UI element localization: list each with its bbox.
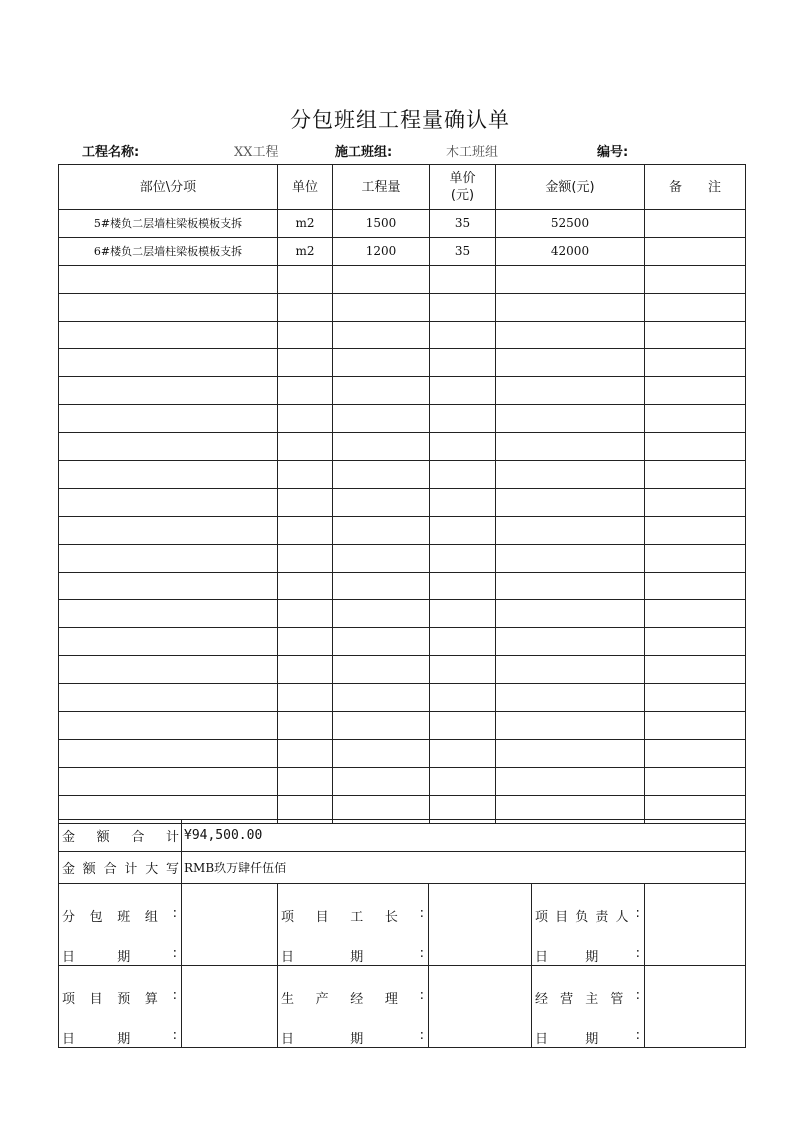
cell-item <box>59 600 278 628</box>
cell-amount <box>496 265 645 293</box>
cell-unit <box>278 544 333 572</box>
cell-item <box>59 656 278 684</box>
label-char: 写 <box>165 862 179 877</box>
cell-amount <box>496 349 645 377</box>
cell-unit <box>278 433 333 461</box>
label-char: 算 <box>144 992 158 1007</box>
cell-price <box>430 488 496 516</box>
cell-amount: 42000 <box>496 237 645 265</box>
cell-amount <box>496 656 645 684</box>
sign-business-supervisor-blank <box>645 966 746 1048</box>
cell-item <box>59 684 278 712</box>
header-unit: 单位 <box>278 165 333 210</box>
label-char: 期 <box>350 1032 364 1047</box>
label-char: 日 <box>62 1032 76 1047</box>
cell-qty <box>333 265 430 293</box>
header-unit-price-line2: (元) <box>450 188 475 203</box>
cell-price <box>430 712 496 740</box>
cell-unit <box>278 516 333 544</box>
label-char: 组 <box>144 910 158 925</box>
cell-unit <box>278 377 333 405</box>
header-item: 部位\分项 <box>59 165 278 210</box>
cell-price <box>430 321 496 349</box>
total-label <box>59 820 182 852</box>
cell-amount <box>496 488 645 516</box>
cell-unit <box>278 739 333 767</box>
label-char: 生 <box>281 992 295 1007</box>
table-row <box>59 377 746 405</box>
total-words-row <box>59 852 746 884</box>
cell-amount <box>496 767 645 795</box>
sign-project-foreman-blank <box>429 884 532 966</box>
label-char: 预 <box>117 992 131 1007</box>
table-row <box>59 600 746 628</box>
cell-remark <box>645 628 746 656</box>
cell-qty <box>333 349 430 377</box>
cell-qty <box>333 628 430 656</box>
cell-qty <box>333 321 430 349</box>
sign-project-foreman <box>278 884 429 966</box>
team-value: 木工班组 <box>446 145 499 160</box>
cell-unit <box>278 684 333 712</box>
cell-amount <box>496 544 645 572</box>
table-row <box>59 265 746 293</box>
sign-project-budget-date <box>62 1028 177 1047</box>
label-char: 班 <box>117 910 131 925</box>
cell-unit <box>278 488 333 516</box>
number-label: 编号: <box>597 145 629 160</box>
sign-project-leader-label <box>535 906 640 925</box>
quantity-table <box>58 164 746 824</box>
sign-project-foreman-date <box>281 946 424 965</box>
cell-item <box>59 739 278 767</box>
label-char: 责 <box>595 910 609 925</box>
sign-project-leader-blank <box>645 884 746 966</box>
cell-amount <box>496 433 645 461</box>
cell-item <box>59 321 278 349</box>
table-row <box>59 433 746 461</box>
cell-qty <box>333 433 430 461</box>
cell-item <box>59 293 278 321</box>
total-value: ¥94,500.00 <box>182 820 746 852</box>
project-name-value: XX工程 <box>234 145 279 160</box>
table-row <box>59 488 746 516</box>
cell-unit <box>278 712 333 740</box>
label-char: 长 <box>384 910 398 925</box>
cell-qty <box>333 712 430 740</box>
cell-amount <box>496 684 645 712</box>
table-row <box>59 767 746 795</box>
label-char: : <box>635 946 640 961</box>
cell-item <box>59 712 278 740</box>
cell-qty <box>333 739 430 767</box>
cell-qty <box>333 516 430 544</box>
table-row <box>59 684 746 712</box>
cell-price <box>430 293 496 321</box>
label-char: : <box>172 1028 177 1043</box>
label-char: 项 <box>535 910 549 925</box>
cell-unit <box>278 321 333 349</box>
sign-production-manager <box>278 966 429 1048</box>
cell-remark <box>645 349 746 377</box>
cell-price <box>430 684 496 712</box>
total-row <box>59 820 746 852</box>
label-char: 日 <box>535 950 549 965</box>
label-char: 合 <box>131 830 145 845</box>
team-label: 施工班组: <box>335 145 393 160</box>
label-char: 目 <box>89 992 103 1007</box>
sign-project-budget-blank <box>182 966 278 1048</box>
label-char: 日 <box>281 1032 295 1047</box>
cell-price <box>430 433 496 461</box>
table-row <box>59 572 746 600</box>
label-char: 计 <box>124 862 138 877</box>
total-words-label-chars <box>62 858 181 877</box>
cell-amount <box>496 572 645 600</box>
table-row <box>59 321 746 349</box>
cell-amount <box>496 461 645 489</box>
cell-remark <box>645 321 746 349</box>
cell-price <box>430 628 496 656</box>
header-unit-price-line1: 单价 <box>449 171 476 186</box>
label-char: 合 <box>103 862 117 877</box>
cell-qty <box>333 684 430 712</box>
label-char: 项 <box>281 910 295 925</box>
table-header-row <box>59 165 746 210</box>
label-char: 期 <box>585 950 599 965</box>
sign-subcontract-team <box>59 884 182 966</box>
cell-qty <box>333 293 430 321</box>
cell-unit: m2 <box>278 237 333 265</box>
label-char: 期 <box>585 1032 599 1047</box>
cell-qty <box>333 461 430 489</box>
table-body <box>59 210 746 824</box>
cell-item <box>59 433 278 461</box>
cell-qty <box>333 405 430 433</box>
cell-unit <box>278 572 333 600</box>
sign-project-budget-label <box>62 988 177 1007</box>
label-char: 期 <box>350 950 364 965</box>
cell-remark <box>645 293 746 321</box>
cell-qty: 1200 <box>333 237 430 265</box>
cell-amount <box>496 628 645 656</box>
cell-remark <box>645 237 746 265</box>
signature-row-1 <box>59 884 746 966</box>
cell-item <box>59 572 278 600</box>
label-char: 日 <box>535 1032 549 1047</box>
cell-unit <box>278 461 333 489</box>
cell-remark <box>645 572 746 600</box>
cell-item <box>59 461 278 489</box>
header-remark: 备 注 <box>645 165 746 210</box>
sign-business-supervisor-date <box>535 1028 640 1047</box>
signature-row-2 <box>59 966 746 1048</box>
cell-amount <box>496 739 645 767</box>
cell-item <box>59 349 278 377</box>
label-char: 经 <box>350 992 364 1007</box>
cell-item <box>59 405 278 433</box>
label-char: 负 <box>575 910 589 925</box>
sign-subcontract-team-label <box>62 906 177 925</box>
cell-price <box>430 377 496 405</box>
label-char: 日 <box>62 950 76 965</box>
cell-item <box>59 265 278 293</box>
label-char: 经 <box>535 992 549 1007</box>
cell-qty: 1500 <box>333 210 430 238</box>
cell-item <box>59 544 278 572</box>
cell-remark <box>645 712 746 740</box>
table-row <box>59 712 746 740</box>
sign-subcontract-team-date <box>62 946 177 965</box>
cell-price <box>430 739 496 767</box>
table-row <box>59 237 746 265</box>
table-row <box>59 461 746 489</box>
label-char: 工 <box>350 910 364 925</box>
cell-amount <box>496 377 645 405</box>
label-char: 金 <box>62 862 76 877</box>
header-unit-price <box>430 165 496 210</box>
sign-subcontract-team-blank <box>182 884 278 966</box>
total-words-value: RMB玖万肆仟伍佰 <box>182 852 746 884</box>
cell-remark <box>645 433 746 461</box>
total-label-chars <box>62 826 181 845</box>
cell-remark <box>645 210 746 238</box>
sign-production-manager-label <box>281 988 424 1007</box>
cell-amount <box>496 405 645 433</box>
project-name-label: 工程名称: <box>82 145 140 160</box>
label-char: 理 <box>384 992 398 1007</box>
cell-amount <box>496 293 645 321</box>
label-char: 计 <box>165 830 179 845</box>
cell-price: 35 <box>430 237 496 265</box>
label-char: 包 <box>89 910 103 925</box>
cell-unit: m2 <box>278 210 333 238</box>
label-char: 项 <box>62 992 76 1007</box>
table-row <box>59 516 746 544</box>
cell-unit <box>278 293 333 321</box>
cell-remark <box>645 461 746 489</box>
total-words-label <box>59 852 182 884</box>
header-quantity: 工程量 <box>333 165 430 210</box>
table-row <box>59 739 746 767</box>
cell-price <box>430 461 496 489</box>
table-row <box>59 405 746 433</box>
label-char: 营 <box>560 992 574 1007</box>
header-amount: 金额(元) <box>496 165 645 210</box>
cell-price: 35 <box>430 210 496 238</box>
cell-amount <box>496 321 645 349</box>
cell-unit <box>278 265 333 293</box>
cell-qty <box>333 600 430 628</box>
cell-remark <box>645 265 746 293</box>
label-char: 额 <box>82 862 96 877</box>
label-char: 额 <box>96 830 110 845</box>
form-title: 分包班组工程量确认单 <box>290 108 510 132</box>
cell-price <box>430 516 496 544</box>
cell-price <box>430 600 496 628</box>
cell-remark <box>645 600 746 628</box>
cell-qty <box>333 544 430 572</box>
cell-qty <box>333 488 430 516</box>
label-char: 大 <box>145 862 159 877</box>
cell-price <box>430 405 496 433</box>
label-char: : <box>172 988 177 1003</box>
label-char: : <box>419 906 424 921</box>
cell-price <box>430 349 496 377</box>
label-char: : <box>172 946 177 961</box>
cell-price <box>430 767 496 795</box>
label-char: : <box>419 946 424 961</box>
cell-remark <box>645 767 746 795</box>
label-char: : <box>635 906 640 921</box>
sign-project-leader <box>532 884 645 966</box>
label-char: 产 <box>315 992 329 1007</box>
cell-qty <box>333 377 430 405</box>
cell-remark <box>645 656 746 684</box>
cell-remark <box>645 377 746 405</box>
cell-unit <box>278 656 333 684</box>
cell-item: 6#楼负二层墙柱梁板模板支拆 <box>59 237 278 265</box>
sign-business-supervisor-label <box>535 988 640 1007</box>
cell-price <box>430 656 496 684</box>
cell-unit <box>278 767 333 795</box>
sign-project-foreman-label <box>281 906 424 925</box>
label-char: : <box>172 906 177 921</box>
cell-remark <box>645 544 746 572</box>
cell-amount <box>496 516 645 544</box>
label-char: 目 <box>315 910 329 925</box>
cell-price <box>430 544 496 572</box>
cell-item: 5#楼负二层墙柱梁板模板支拆 <box>59 210 278 238</box>
table-row <box>59 544 746 572</box>
label-char: 主 <box>585 992 599 1007</box>
footer-table <box>58 819 746 1048</box>
cell-remark <box>645 739 746 767</box>
label-char: : <box>635 988 640 1003</box>
label-char: 人 <box>615 910 629 925</box>
cell-unit <box>278 349 333 377</box>
cell-unit <box>278 405 333 433</box>
cell-remark <box>645 488 746 516</box>
cell-amount: 52500 <box>496 210 645 238</box>
cell-item <box>59 488 278 516</box>
cell-item <box>59 767 278 795</box>
cell-remark <box>645 516 746 544</box>
cell-unit <box>278 600 333 628</box>
label-char: 目 <box>555 910 569 925</box>
label-char: 期 <box>117 950 131 965</box>
cell-item <box>59 377 278 405</box>
cell-qty <box>333 572 430 600</box>
cell-qty <box>333 767 430 795</box>
cell-amount <box>496 712 645 740</box>
label-char: : <box>635 1028 640 1043</box>
table-row <box>59 656 746 684</box>
label-char: 期 <box>117 1032 131 1047</box>
cell-amount <box>496 600 645 628</box>
table-row <box>59 628 746 656</box>
table-row <box>59 293 746 321</box>
label-char: : <box>419 1028 424 1043</box>
cell-price <box>430 265 496 293</box>
table-row <box>59 349 746 377</box>
cell-qty <box>333 656 430 684</box>
cell-remark <box>645 405 746 433</box>
sign-business-supervisor <box>532 966 645 1048</box>
table-row <box>59 210 746 238</box>
cell-price <box>430 572 496 600</box>
cell-item <box>59 516 278 544</box>
cell-unit <box>278 628 333 656</box>
cell-remark <box>645 684 746 712</box>
sign-production-manager-blank <box>429 966 532 1048</box>
label-char: 日 <box>281 950 295 965</box>
sign-project-budget <box>59 966 182 1048</box>
sign-project-leader-date <box>535 946 640 965</box>
label-char: : <box>419 988 424 1003</box>
label-char: 分 <box>62 910 76 925</box>
label-char: 管 <box>610 992 624 1007</box>
sign-production-manager-date <box>281 1028 424 1047</box>
label-char: 金 <box>62 830 76 845</box>
cell-item <box>59 628 278 656</box>
